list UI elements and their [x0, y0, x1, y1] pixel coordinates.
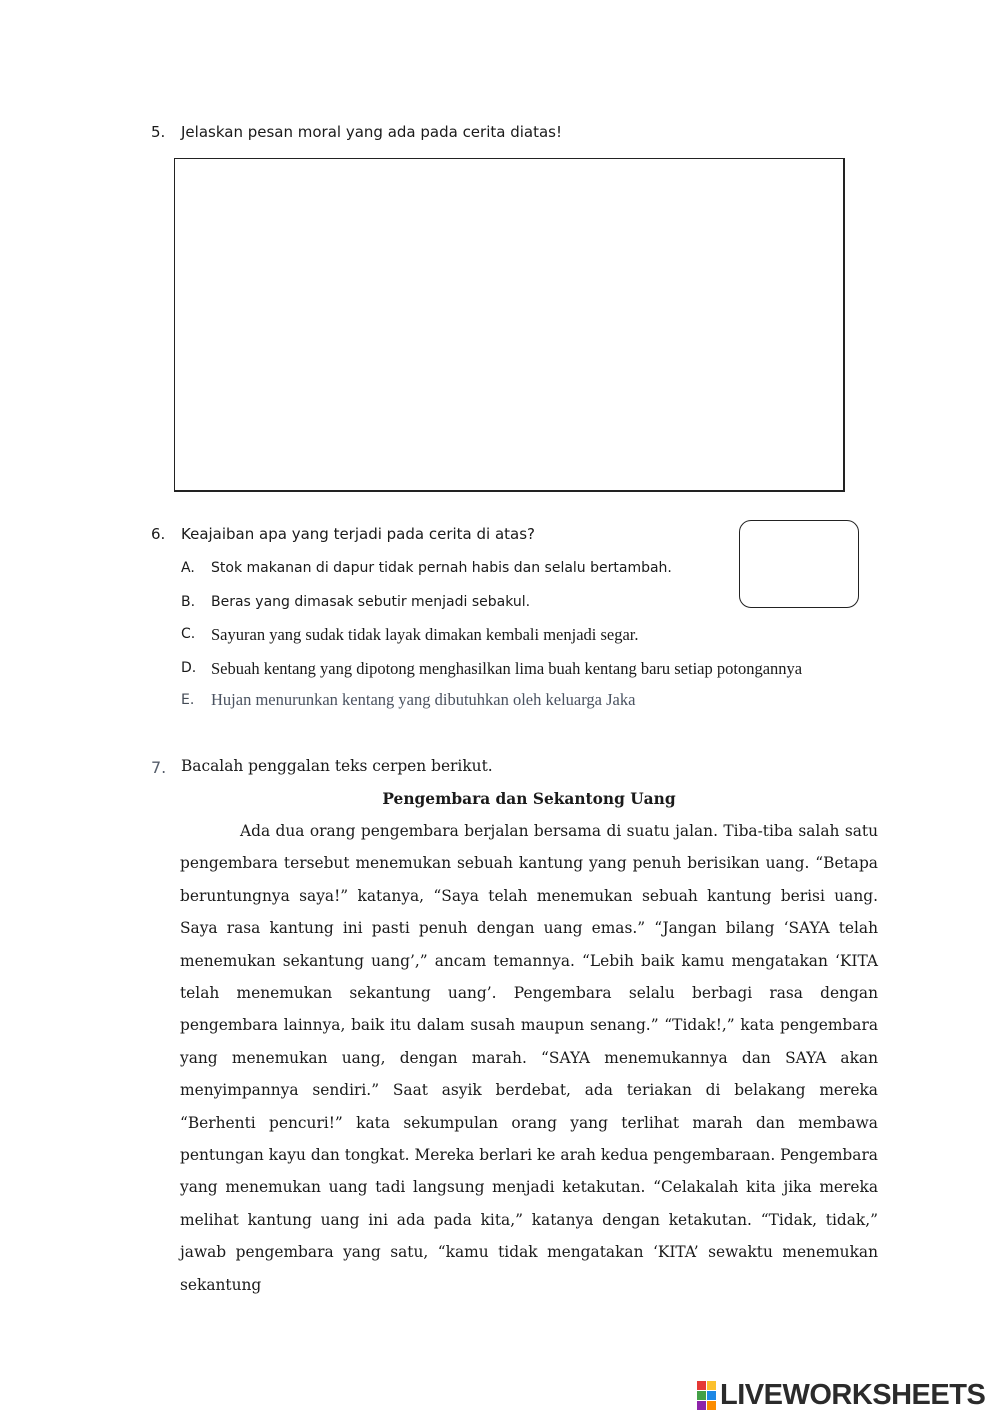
- option-d-letter: D.: [181, 660, 197, 676]
- logo-block: [697, 1391, 706, 1400]
- story-title: Pengembara dan Sekantong Uang: [382, 790, 676, 808]
- option-b-text: Beras yang dimasak sebutir menjadi sebakul.: [211, 594, 531, 610]
- logo-block: [707, 1391, 716, 1400]
- option-c-letter: C.: [181, 626, 196, 642]
- story-paragraph: Ada dua orang pengembara berjalan bersama di suatu jalan. Tiba-tiba salah satu pengembara tersebut menemukan sebuah kantung yang penuh berisikan uang. “Betapa beruntungnya saya!” katanya, “Saya telah menemukan sebuah kantung berisi uang. Saya rasa kantung ini pasti penuh dengan uang emas.” “Jangan bilang ‘SAYA telah menemukan sekantung uang’,” ancam temannya. “Lebih baik kamu mengatakan ‘KITA telah menemukan sekantung uang’. Pengembara selalu berbagi rasa dengan pengembara lainnya, baik itu dalam susah maupun senang.” “Tidak!,” kata pengembara yang menemukan uang, dengan marah. “SAYA menemukannya dan SAYA akan menyimpannya sendiri.” Saat asyik berdebat, ada teriakan di belakang mereka “Berhenti pencuri!” kata sekumpulan orang yang terlihat marah dan membawa pentungan kayu dan tongkat. Mereka berlari ke arah kedua pengembaraan. Pengembara yang menemukan uang tadi langsung menjadi ketakutan. “Celakalah kita jika mereka melihat kantung uang ini ada pada kita,” katanya dengan ketakutan. “Tidak, tidak,” jawab pengembara yang satu, “kamu tidak mengatakan ‘KITA’ sewaktu menemukan sekantung: [180, 822, 878, 1294]
- question-7-text: Bacalah penggalan teks cerpen berikut.: [181, 757, 493, 775]
- story-excerpt: [180, 815, 878, 1301]
- logo-block: [707, 1401, 716, 1410]
- logo-block: [697, 1401, 706, 1410]
- question-5-answer-box[interactable]: [174, 158, 845, 492]
- liveworksheets-logo: [697, 1379, 985, 1411]
- logo-color-blocks-icon: [697, 1381, 716, 1410]
- question-6-number: 6.: [151, 525, 166, 543]
- option-d-text: Sebuah kentang yang dipotong menghasilkan lima buah kentang baru setiap potongannya: [211, 659, 803, 678]
- option-e-text: Hujan menurunkan kentang yang dibutuhkan oleh keluarga Jaka: [211, 690, 636, 709]
- logo-text: LIVEWORKSHEETS: [720, 1378, 986, 1411]
- question-5-text: Jelaskan pesan moral yang ada pada cerita diatas!: [181, 123, 562, 141]
- question-6-answer-box[interactable]: [739, 520, 859, 608]
- question-5-number: 5.: [151, 123, 166, 141]
- option-c-text: Sayuran yang sudak tidak layak dimakan kembali menjadi segar.: [211, 625, 639, 644]
- logo-block: [697, 1381, 706, 1390]
- option-b-letter: B.: [181, 594, 196, 610]
- logo-block: [707, 1381, 716, 1390]
- question-7-number: 7.: [151, 758, 167, 777]
- option-a-text: Stok makanan di dapur tidak pernah habis dan selalu bertambah.: [211, 560, 672, 576]
- option-e-letter: E.: [181, 692, 195, 708]
- option-a-letter: A.: [181, 560, 195, 576]
- question-6-text: Keajaiban apa yang terjadi pada cerita di atas?: [181, 525, 536, 543]
